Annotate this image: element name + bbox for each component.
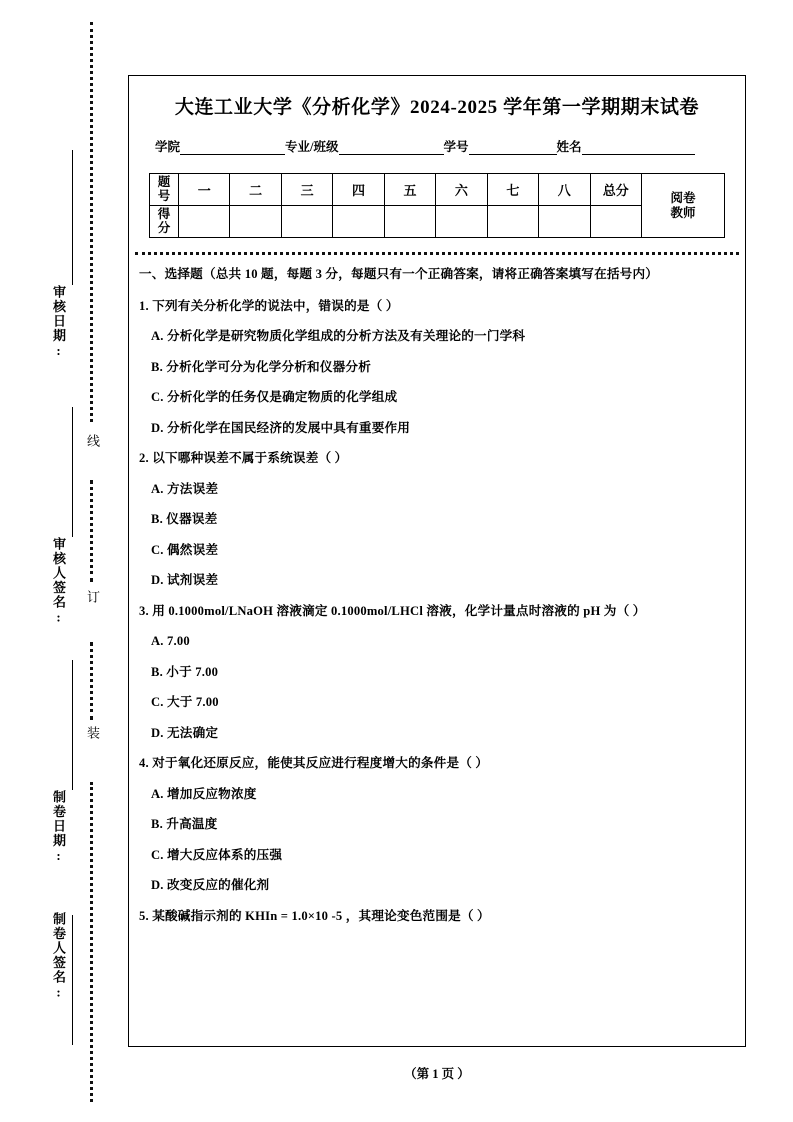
binding-segment-3 xyxy=(90,642,93,720)
margin-rule-2 xyxy=(72,407,73,537)
question-4-option-d[interactable]: D. 改变反应的催化剂 xyxy=(151,878,270,893)
reviewer-signature-label: 审核人签名: xyxy=(51,537,66,626)
major-class-label: 专业/班级 xyxy=(285,140,339,154)
student-name-blank[interactable] xyxy=(582,141,695,155)
row-header-score xyxy=(150,206,179,238)
col-header-4: 四 xyxy=(333,174,384,206)
student-info-row xyxy=(155,137,731,155)
exam-page-frame xyxy=(128,75,746,1047)
student-id-label: 学号 xyxy=(443,140,469,154)
question-2-option-d[interactable]: D. 试剂误差 xyxy=(151,573,219,588)
binding-char-seal: 装 xyxy=(85,726,100,739)
row-header-score-char1: 得 xyxy=(157,207,171,222)
score-cell-5[interactable] xyxy=(384,206,435,238)
score-cell-6[interactable] xyxy=(436,206,487,238)
question-4-option-a[interactable]: A. 增加反应物浓度 xyxy=(151,786,257,801)
row-header-score-char2: 分 xyxy=(157,220,171,235)
binding-segment-4 xyxy=(90,782,93,1102)
col-header-grading-teacher xyxy=(642,174,725,238)
binding-char-line: 线 xyxy=(85,434,100,447)
question-3-stem: 3. 用 0.1000mol/LNaOH 溶液滴定 0.1000mol/LHCl 溶液，化学计量点时溶液的 pH 为（ ） xyxy=(139,603,646,618)
col-header-5: 五 xyxy=(384,174,435,206)
margin-rule-4 xyxy=(72,915,73,1045)
row-header-question-number-char1: 题 xyxy=(157,175,171,190)
paper-date-label: 制卷日期: xyxy=(51,790,66,865)
student-name-label: 姓名 xyxy=(556,140,582,154)
student-id-blank[interactable] xyxy=(469,141,557,155)
question-3-option-c[interactable]: C. 大于 7.00 xyxy=(151,695,219,710)
section-heading-multiple-choice: 一、选择题（总共 10 题，每题 3 分，每题只有一个正确答案，请将正确答案填写在括号内） xyxy=(139,267,659,281)
question-2-option-a[interactable]: A. 方法误差 xyxy=(151,481,219,496)
college-field[interactable] xyxy=(155,137,285,155)
page-footer: （第 1 页 ） xyxy=(404,1067,470,1081)
table-row-question-numbers xyxy=(150,174,725,206)
table-row-scores xyxy=(150,206,725,238)
major-class-field[interactable] xyxy=(285,137,443,155)
question-2-option-b[interactable]: B. 仪器误差 xyxy=(151,512,218,527)
question-5-stem: 5. 某酸碱指示剂的 KHIn = 1.0×10 ‑5 ，其理论变色范围是（ ） xyxy=(139,908,490,923)
college-blank[interactable] xyxy=(180,141,285,155)
question-4-option-b[interactable]: B. 升高温度 xyxy=(151,817,218,832)
score-table xyxy=(149,173,725,238)
binding-segment-2 xyxy=(90,480,93,582)
question-3-option-d[interactable]: D. 无法确定 xyxy=(151,725,219,740)
paper-author-signature-label: 制卷人签名: xyxy=(51,912,66,1001)
question-3-option-b[interactable]: B. 小于 7.00 xyxy=(151,664,219,679)
col-header-8: 八 xyxy=(539,174,590,206)
question-1-stem: 1. 下列有关分析化学的说法中，错误的是（ ） xyxy=(139,298,399,313)
question-2-stem: 2. 以下哪种误差不属于系统误差（ ） xyxy=(139,451,348,466)
score-cell-total[interactable] xyxy=(590,206,642,238)
question-4-option-c[interactable]: C. 增大反应体系的压强 xyxy=(151,847,283,862)
grading-teacher-line2: 教师 xyxy=(670,205,696,220)
student-id-field[interactable] xyxy=(444,137,557,155)
question-1-option-c[interactable]: C. 分析化学的任务仅是确定物质的化学组成 xyxy=(151,390,398,405)
col-header-6: 六 xyxy=(436,174,487,206)
score-cell-2[interactable] xyxy=(230,206,281,238)
question-3-option-a[interactable]: A. 7.00 xyxy=(151,634,190,649)
question-4-stem: 4. 对于氧化还原反应，能使其反应进行程度增大的条件是（ ） xyxy=(139,756,489,771)
major-class-blank[interactable] xyxy=(339,141,444,155)
col-header-total: 总分 xyxy=(590,174,642,206)
student-name-field[interactable] xyxy=(557,137,695,155)
row-header-question-number-char2: 号 xyxy=(157,188,171,203)
score-cell-8[interactable] xyxy=(539,206,590,238)
college-label: 学院 xyxy=(155,140,181,154)
question-2-option-c[interactable]: C. 偶然误差 xyxy=(151,542,219,557)
margin-rule-1 xyxy=(72,150,73,285)
col-header-2: 二 xyxy=(230,174,281,206)
binding-segment-1 xyxy=(90,22,93,422)
score-cell-3[interactable] xyxy=(281,206,332,238)
left-binding-margin xyxy=(0,0,128,1122)
score-cell-1[interactable] xyxy=(179,206,230,238)
binding-char-bind: 订 xyxy=(85,590,100,603)
questions-body xyxy=(139,265,737,926)
binding-dotted-line xyxy=(85,22,100,1102)
review-date-label: 审核日期: xyxy=(51,285,66,360)
col-header-1: 一 xyxy=(179,174,230,206)
margin-rule-3 xyxy=(72,660,73,790)
score-cell-4[interactable] xyxy=(333,206,384,238)
question-1-option-d[interactable]: D. 分析化学在国民经济的发展中具有重要作用 xyxy=(151,420,411,435)
section-divider xyxy=(135,252,739,255)
question-1-option-b[interactable]: B. 分析化学可分为化学分析和仪器分析 xyxy=(151,359,371,374)
question-1-option-a[interactable]: A. 分析化学是研究物质化学组成的分析方法及有关理论的一门学科 xyxy=(151,329,526,344)
col-header-7: 七 xyxy=(487,174,538,206)
row-header-question-number xyxy=(150,174,179,206)
score-cell-7[interactable] xyxy=(487,206,538,238)
col-header-3: 三 xyxy=(281,174,332,206)
page-title: 大连工业大学《分析化学》2024‑2025 学年第一学期期末试卷 xyxy=(174,97,700,118)
grading-teacher-line1: 阅卷 xyxy=(670,191,696,206)
